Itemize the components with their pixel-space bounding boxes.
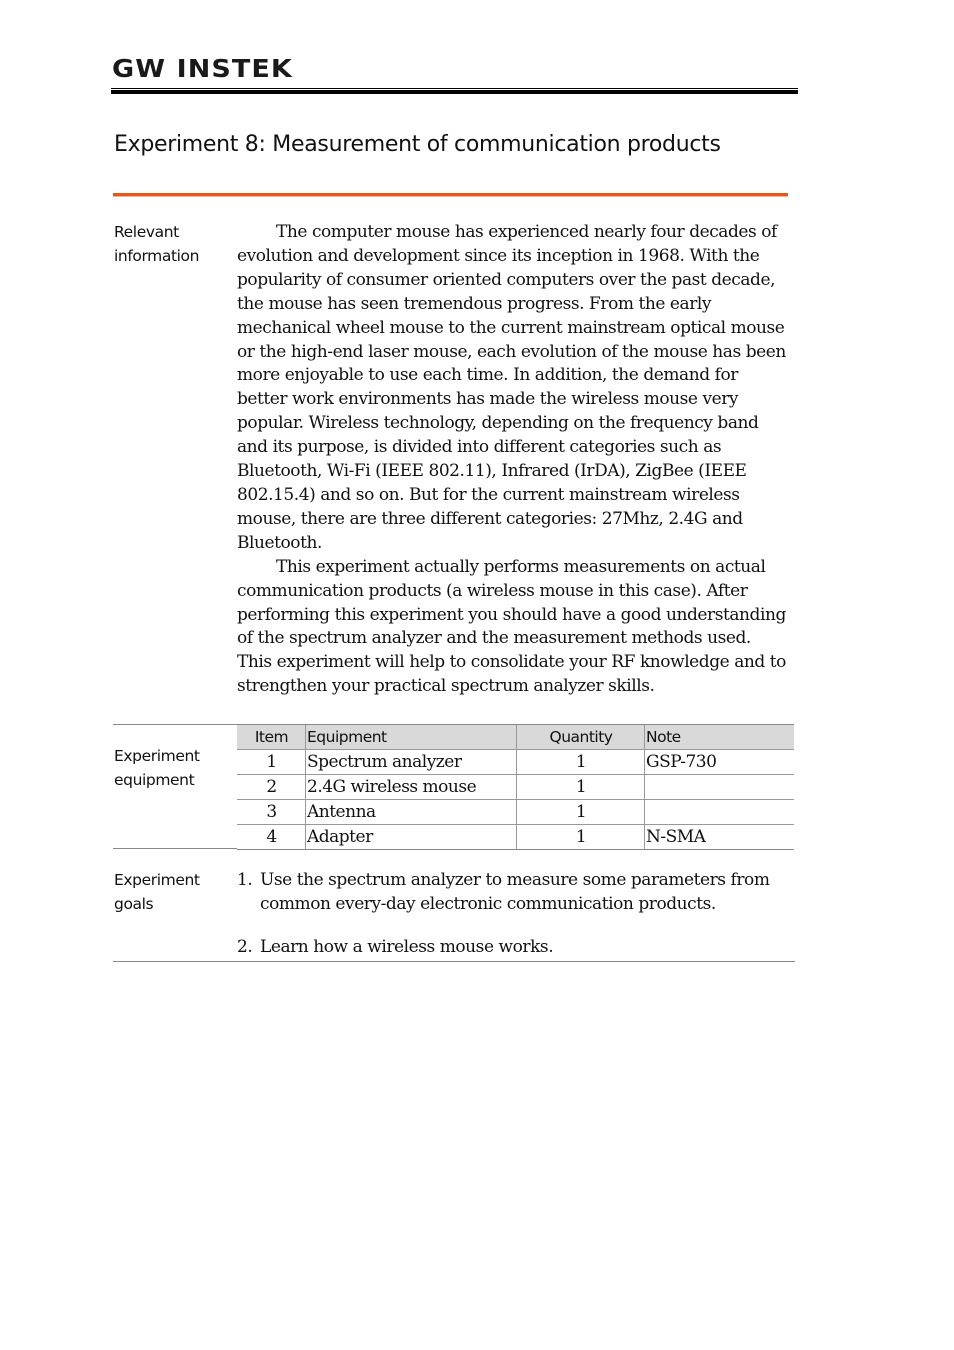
experiment-equipment-label xyxy=(114,745,200,792)
column-header-note: Note xyxy=(645,725,795,750)
logo-text: GW INSTEK xyxy=(112,53,293,83)
label-line: Experiment xyxy=(114,747,200,765)
label-line: Experiment xyxy=(114,871,200,889)
title-accent-rule-shadow xyxy=(113,196,788,197)
label-line: Relevant xyxy=(114,223,179,241)
table-row xyxy=(237,800,794,825)
cell-note: N-SMA xyxy=(645,825,795,850)
goal-number: 1. xyxy=(237,870,253,890)
goal-text: Use the spectrum analyzer to measure some parameters from common every-day electronic communication products. xyxy=(260,870,770,914)
column-header-quantity: Quantity xyxy=(517,725,645,750)
cell-note: GSP-730 xyxy=(645,750,795,775)
cell-quantity: 1 xyxy=(517,825,645,850)
cell-quantity: 1 xyxy=(517,775,645,800)
goal-item xyxy=(237,868,797,916)
table-row xyxy=(237,775,794,800)
gw-instek-logo xyxy=(112,53,293,83)
cell-note xyxy=(645,775,795,800)
cell-item: 3 xyxy=(237,800,306,825)
cell-equipment: Antenna xyxy=(306,800,517,825)
column-header-item: Item xyxy=(237,725,306,750)
relevant-information-body xyxy=(237,221,789,699)
goal-item xyxy=(237,935,797,959)
label-line: equipment xyxy=(114,770,195,789)
cell-equipment: Adapter xyxy=(306,825,517,850)
cell-item: 1 xyxy=(237,750,306,775)
label-line: goals xyxy=(114,894,154,913)
cell-note xyxy=(645,800,795,825)
cell-quantity: 1 xyxy=(517,750,645,775)
section-divider xyxy=(113,848,237,849)
relevant-information-label xyxy=(114,221,199,268)
section-divider xyxy=(113,724,237,725)
equipment-table xyxy=(237,724,794,850)
table-row xyxy=(237,750,794,775)
header-rule-thick xyxy=(111,90,798,94)
goal-number: 2. xyxy=(237,937,253,957)
section-divider xyxy=(113,961,795,962)
page-title: Experiment 8: Measurement of communication products xyxy=(114,132,721,157)
table-row xyxy=(237,825,794,850)
cell-equipment: Spectrum analyzer xyxy=(306,750,517,775)
paragraph: The computer mouse has experienced nearly four decades of evolution and development since its inception in 1968. With the popularity of consumer oriented computers over the past decade, the mouse has seen tremendous progress. From the early mechanical wheel mouse to the current mainstream optical mouse or the high-end laser mouse, each evolution of the mouse has been more enjoyable to use each time. In addition, the demand for better work environments has made the wireless mouse very popular. Wireless technology, depending on the frequency band and its purpose, is divided into different categories such as Bluetooth, Wi-Fi (IEEE 802.11), Infrared (IrDA), ZigBee (IEEE 802.15.4) and so on. But for the current mainstream wireless mouse, there are three different categories: 27Mhz, 2.4G and Bluetooth. xyxy=(237,222,786,553)
column-header-equipment: Equipment xyxy=(306,725,517,750)
cell-equipment: 2.4G wireless mouse xyxy=(306,775,517,800)
table-header-row xyxy=(237,725,794,750)
goal-text: Learn how a wireless mouse works. xyxy=(260,937,554,957)
header-rule-thin xyxy=(111,88,798,89)
paragraph: This experiment actually performs measurements on actual communication products (a wireless mouse in this case). After performing this experiment you should have a good understanding of the spectrum analyzer and the measurement methods used. This experiment will help to consolidate your RF knowledge and to strengthen your practical spectrum analyzer skills. xyxy=(237,556,786,697)
experiment-goals-label xyxy=(114,869,200,916)
cell-quantity: 1 xyxy=(517,800,645,825)
cell-item: 2 xyxy=(237,775,306,800)
label-line: information xyxy=(114,246,200,265)
cell-item: 4 xyxy=(237,825,306,850)
